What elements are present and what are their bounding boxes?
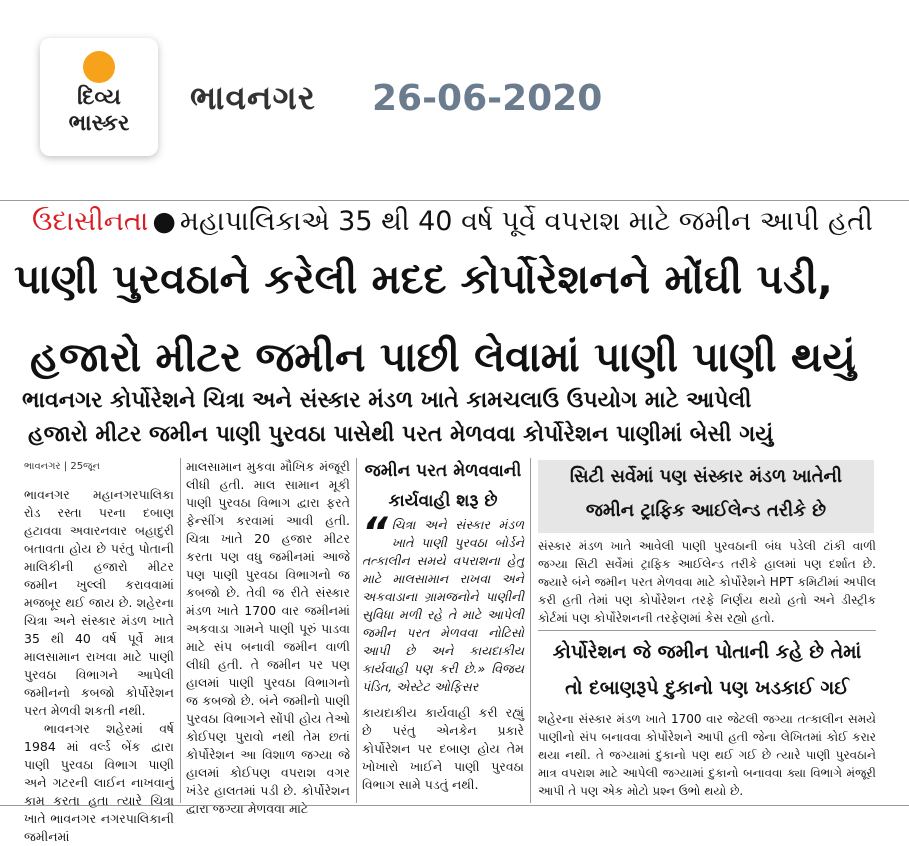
article-column-2: [186, 458, 350, 816]
column-divider: [180, 458, 181, 803]
sidebar-box-1-title: [538, 460, 874, 533]
paragraph: ભાવનગર મહાનગરપાલિકા રોડ રસ્તા પરના દબાણ હટાવવા અવારનવાર બહાદુરી બતાવતા હોય છે પરંતુ પોતાની માલિકીની હજારો મીટર જમીન ખુલ્લી કરાવવામાં મજબૂર થઈ જાય છે. શહેરના ચિત્રા અને સંસ્કાર મંડળ ખાતે 35 થી 40 વર્ષ પૂર્વે માત્ર માલસામાન રાખવા માટે પાણી પુરવઠા વિભાગને આપેલી જમીનનો કબજો કોર્પોરેશન પરત મેળવી શકતી નથી.: [24, 487, 174, 718]
article-column-3: [362, 456, 524, 802]
kicker-label: ઉદાસીનતા: [32, 206, 149, 237]
officer-quote: [362, 510, 524, 696]
quote-icon: “: [362, 510, 388, 556]
paragraph: કાયદાકીય કાર્યવાહી કરી રહ્યું છે પરંતુ એનકેન પ્રકારે કોર્પોરેશન પર દબાણ હોય તેમ ખોખારો ખાઈને પાણી પુરવઠા વિભાગ સામે પડતું નથી.: [362, 705, 524, 792]
headline-line-1: પાણી પુરવઠાને કરેલી મદદ કોર્પોરેશનને મોંઘી પડી,: [14, 255, 833, 303]
kicker-text: મહાપાલિકાએ 35 થી 40 વર્ષ પૂર્વે વપરાશ માટે જમીન આપી હતી: [179, 206, 873, 237]
logo-line-1: દિવ્ય: [77, 85, 121, 110]
box-heading-line-1: જમીન પરત મેળવવાની: [364, 461, 522, 481]
column-divider: [530, 458, 531, 803]
headline-line-2: હજારો મીટર જમીન પાછી લેવામાં પાણી પાણી થયું: [30, 333, 856, 381]
byline: ભાવનગર | 25જૂન: [24, 461, 100, 472]
deck-line-1: ભાવનગર કોર્પોરેશને ચિત્રા અને સંસ્કાર મંડળ ખાતે કામચલાઉ ઉપયોગ માટે આપેલી: [22, 388, 752, 413]
box-heading: [362, 456, 524, 516]
sidebar-box-2-title: [538, 634, 876, 706]
column-divider: [356, 458, 357, 803]
edition-date: 26-06-2020: [372, 78, 603, 119]
sidebar-title-line-2: તો દબાણરૂપે દુકાનો પણ ખડકાઈ ગઈ: [565, 677, 849, 699]
sidebar-box-1-body: સંસ્કાર મંડળ ખાતે આવેલી પાણી પુરવઠાની બંધ પડેલી ટાંકી વાળી જગ્યા સિટી સર્વેમાં ટ્રાફિક આઈલેન્ડ તરીકે હાલમાં પણ દર્શાત છે. જ્યારે બંને જમીન પરત મેળવવા માટે કોર્પોરેશને HPT કમિટીમાં અપીલ કરી હતી તેમાં પણ કોર્પોરેશન તરફે નિર્ણય થયો હતો અને ડીસ્ટ્રીક કોર્ટમાં પણ કોર્પોરેશનની તરફેણમાં કેસ રહ્યો હતો.: [538, 539, 876, 625]
kicker: [32, 206, 873, 238]
article-column-1: [24, 458, 174, 844]
bottom-divider: [0, 805, 909, 806]
paragraph: માલસામાન મુકવા મૌખિક મંજૂરી લીધી હતી. માલ સામાન મૂકી પાણી પુરવઠા વિભાગ દ્વારા ફરતે ફેન્સીંગ કરવામાં આવી હતી. ચિત્રા ખાતે 20 હજાર મીટર કરતા પણ વધુ જમીનમાં આજે પણ પાણી પુરવઠા વિભાગનો જ કબજો છે. તેવી જ રીતે સંસ્કાર મંડળ ખાતે 1700 વાર જમીનમાં અકવાડા ગામને પાણી પૂરું પાડવા માટે સંપ બનાવી જમીન વાળી લીધી હતી. તે જમીન પર પણ હાલમાં પાણી પુરવઠા વિભાગનો જ કબજો છે. બંને જમીનો પાણી પુરવઠા વિભાગને સોંપી હોય તેઓ કોઈપણ પુરાવો નથી તેમ છતાં કોર્પોરેશન આ વિશાળ જગ્યા જે હાલમાં કોઈપણ વપરાશ વગર ખંડેર હાલતમાં પડી છે. કોર્પોરેશન દ્વારા જગ્યા મેળવવા માટે: [186, 459, 350, 816]
divya-bhaskar-logo: [40, 38, 158, 156]
bullet-icon: ●: [152, 206, 176, 237]
sidebar-title-line-1: કોર્પોરેશન જે જમીન પોતાની કહે છે તેમાં: [552, 641, 862, 663]
logo-line-2: ભાસ્કર: [68, 111, 130, 136]
top-divider: [0, 200, 909, 201]
edition-city: ભાવનગર: [190, 78, 316, 117]
paragraph: ભાવનગર શહેરમાં વર્ષ 1984 માં વર્લ્ડ બેંક દ્વારા પાણી પુરવઠા વિભાગ પાણી અને ગટરની લાઈન નાખવાનું કામ કરતા હતા ત્યારે ચિત્રા ખાતે ભાવનગર નગરપાલિકાની જમીનમાં: [24, 721, 174, 844]
sidebar-title-line-1: સિટી સર્વેમાં પણ સંસ્કાર મંડળ ખાતેની: [569, 466, 843, 487]
sun-icon: [83, 51, 115, 83]
quote-text: ચિત્રા અને સંસ્કાર મંડળ ખાતે પાણી પુરવઠા બોર્ડને તત્કાલીન સમયે વપરાશના હેતુ માટે માલસામાન રાખવા અને અકવાડાના ગ્રામજનોને પાણીની સુવિધા મળી રહે તે માટે આપેલી જમીન પરત મેળવવા નોટિસો આપી છે અને કાયદાકીય કાર્યવાહી પણ કરી છે.» વિજય પંડિત, એસ્ટેટ ઓફિસર: [362, 517, 524, 694]
sidebar-title-line-2: જમીન ટ્રાફિક આઈલેન્ડ તરીકે છે: [585, 500, 827, 521]
sidebar-box-2-body: શહેરના સંસ્કાર મંડળ ખાતે 1700 વાર જેટલી જગ્યા તત્કાલીન સમયે પાણીનો સંપ બનાવવા કોર્પોરેશને આપી હતી જેના લેખિતમાં કોઈ કરાર થયા નથી. તે જગ્યામાં દુકાનો પણ થઈ ગઈ છે ત્યારે પાણી પુરવઠાને માત્ર વપરાશ માટે આપેલી જગ્યામાં દુકાનો બનાવવા ક્યા વિભાગે મંજૂરી આપી તે પણ એક મોટો પ્રશ્ન ઉભો થયો છે.: [538, 712, 876, 798]
sidebar-divider: [538, 630, 876, 631]
box-heading-line-2: કાર્યવાહી શરૂ છે: [388, 491, 498, 511]
deck-line-2: હજારો મીટર જમીન પાણી પુરવઠા પાસેથી પરત મેળવવા કોર્પોરેશન પાણીમાં બેસી ગયું: [28, 422, 774, 447]
